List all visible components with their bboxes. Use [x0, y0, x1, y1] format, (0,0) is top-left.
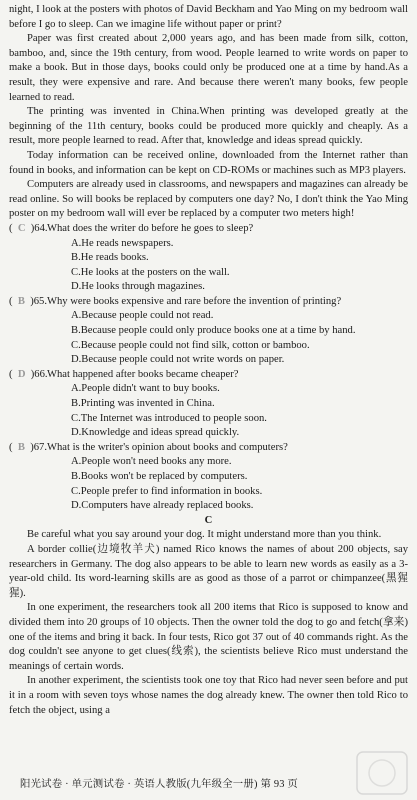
question-65: ( B )65. Why were books expensive and rare before the invention of printing? A.Because people could not read. B.Because people could only produce books one at a time by hand. C.Because people could not find silk, cotton or bamboo. D.Because people could not write words on paper. [9, 295, 408, 368]
passage-paragraph: Be careful what you say around your dog. It might understand more than you think. [27, 529, 382, 541]
option: B.Printing was invented in China. [71, 398, 215, 410]
question-text: What does the writer do before he goes to sleep? [47, 222, 254, 234]
option: B.Because people could only produce books one at a time by hand. [71, 325, 356, 337]
section-heading: C [204, 514, 213, 526]
option: C.He looks at the posters on the wall. [71, 266, 230, 278]
option: A.He reads newspapers. [71, 237, 174, 249]
passage-paragraph: Computers are already used in classrooms, and newspapers and magazines can already be read online. So will books be replaced by computers one day? No, I don't think the Yao Ming poster on my bedroom wall will ever be replaced by a computer two meters high! [9, 179, 408, 220]
handwritten-answer: B [17, 295, 25, 307]
question-text: Why were books expensive and rare before the invention of printing? [47, 295, 342, 307]
option: D.He looks through magazines. [71, 281, 205, 293]
option: D.Because people could not write words on paper. [71, 354, 285, 366]
question-67: ( B )67. What is the writer's opinion about books and computers? A.People won't need books any more. B.Books won't be replaced by computers. C.People prefer to find information in books. D.Computers have already replaced books. [9, 441, 408, 514]
option: D.Computers have already replaced books. [71, 500, 254, 512]
passage-paragraph: Paper was first created about 2,000 years ago, and has been made from silk, cotton, bamboo, and, since the 19th century, from wood. People learned to write words on paper to make a book. But in those days, books could only be produced one at a time by hand.As a result, they were expensive and rare. And because there weren't many books, few people learned to read. [9, 33, 408, 103]
option: C.People prefer to find information in books. [71, 485, 263, 497]
option: A.People didn't want to buy books. [71, 383, 220, 395]
passage-paragraph: A border collie(边境牧羊犬) named Rico knows the names of about 200 objects, say researchers in Germany. The dog also appears to be able to learn new words as easily as a 3-year-old child. Its word-learning skills are as good as those of a parrot or chimpanzee(黑猩猩). [9, 543, 408, 599]
question-number: )66. [30, 368, 48, 380]
handwritten-answer: D [17, 368, 26, 380]
passage-paragraph: Today information can be received online, downloaded from the Internet rather than found in books, and information can be kept on CD-ROMs or machines such as MP3 players. [9, 149, 408, 176]
question-66: ( D )66. What happened after books became cheaper? A.People didn't want to buy books. B.Printing was invented in China. C.The Internet was introduced to people soon. D.Knowledge and ideas spread quickly. [9, 368, 408, 441]
question-number: )64. [30, 222, 48, 234]
question-64: ( C )64. What does the writer do before he goes to sleep? A.He reads newspapers. B.He reads books. C.He looks at the posters on the wall. D.He looks through magazines. [9, 222, 408, 295]
option: B.Books won't be replaced by computers. [71, 471, 248, 482]
option: A.Because people could not read. [71, 310, 214, 322]
question-text: What happened after books became cheaper? [47, 368, 239, 380]
option: B.He reads books. [71, 252, 149, 264]
handwritten-answer: B [17, 441, 25, 453]
question-number: )67. [30, 441, 47, 453]
question-number: )65. [30, 295, 47, 307]
passage-paragraph: In another experiment, the scientists took one toy that Rico had never seen before and put it in a room with seven toys whose names the dog already knew. The owner then told Rico to fetch the object, using a [9, 675, 408, 716]
passage-paragraph: The printing was invented in China.When printing was developed greatly at the beginning of the 11th century, books could be produced more quickly and cheaply. As a result, more people learned to read. After that, knowledge and ideas spread quickly. [9, 106, 408, 147]
question-text: What is the writer's opinion about books and computers? [47, 441, 288, 453]
option: A.People won't need books any more. [71, 456, 232, 468]
option: C.Because people could not find silk, cotton or bamboo. [71, 339, 310, 351]
page-footer: 阳光试卷 · 单元测试卷 · 英语人教版(九年级全一册) 第 93 页 [20, 779, 299, 790]
option: C.The Internet was introduced to people soon. [71, 412, 267, 424]
option: D.Knowledge and ideas spread quickly. [71, 427, 240, 439]
handwritten-answer: C [17, 222, 26, 234]
passage-paragraph: In one experiment, the researchers took all 200 items that Rico is supposed to know and divided them into 20 groups of 10 objects. Then the owner told the dog to go and fetch(拿来) one of the items and bring it back. In four tests, Rico got 37 out of 40 commands right. As the dog couldn't see anyone to get clues(线索), the scientists believe Rico must understand the meanings of certain words. [9, 602, 408, 672]
passage-paragraph: night, I look at the posters with photos of David Beckham and Yao Ming on my bedroom wall before I go to sleep. Can we imagine life without paper or print? [9, 4, 408, 30]
